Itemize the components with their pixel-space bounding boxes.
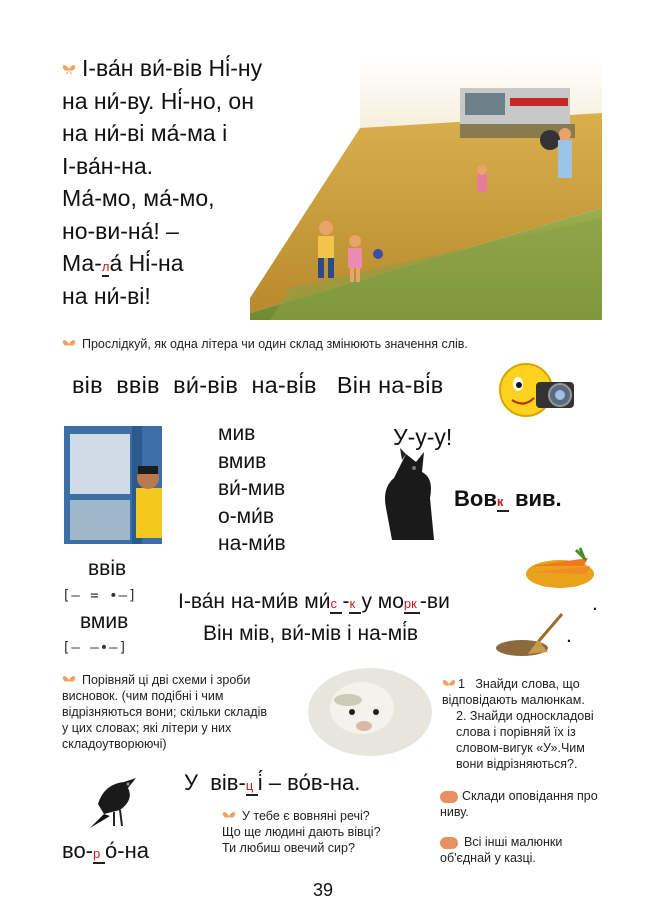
- word-vmyv: вмив: [218, 449, 267, 473]
- poem-line-8: на ни́-ві!: [62, 282, 151, 309]
- compare-task: Порівняй ці дві схеми і зроби висновок. (чим подібні і чим відрізняються вони; скільки складів у цих словах; які літери у них складоутворюючі): [62, 673, 267, 751]
- missing-letter-blank: л: [102, 252, 110, 277]
- poem-line-5: Ма́-мо, ма́-мо,: [62, 185, 215, 211]
- syllable-scheme-1: [– = •–]: [62, 588, 138, 604]
- broom-picture: [492, 612, 568, 656]
- sheep-questions: [222, 808, 381, 856]
- question-1: У тебе є вовняні речі?: [222, 808, 381, 824]
- butterfly-icon: [62, 64, 76, 75]
- butterfly-icon: [222, 811, 236, 822]
- missing-letter-blank: рк: [404, 591, 420, 614]
- butterfly-icon: [62, 339, 76, 350]
- instruction-observe: Прослідкуй, як одна літера чи один склад змінюють значення слів.: [62, 336, 468, 352]
- sentence-carrots-end: .: [592, 592, 598, 615]
- scheme-word-2: вмив: [80, 610, 129, 633]
- wolf-phrase: Вовк вив.: [454, 486, 562, 511]
- sentence-swept-end: .: [566, 624, 572, 647]
- question-2: Що ще людині дають вівці?: [222, 825, 381, 839]
- task-compare-words: 2. Знайди односкладові слова і порівняй їх із словом-вигук «У».Чим вони відрізняються?.: [456, 709, 594, 771]
- howl-text: У-у-у!: [393, 424, 453, 450]
- wolf-picture: [372, 448, 444, 540]
- question-3: Ти любиш овечий сир?: [222, 841, 355, 855]
- page-number: 39: [313, 880, 334, 900]
- poem-line-2: на ни́-ву. Ні́-но, он: [62, 87, 254, 114]
- carrots-bowl-picture: [524, 544, 596, 590]
- field-illustration: [250, 58, 602, 320]
- missing-letter-blank: р: [93, 840, 105, 864]
- word-myv: мив: [218, 422, 256, 445]
- syllable-scheme-2: [– –•–]: [62, 640, 129, 656]
- missing-letter-blank: к: [497, 488, 509, 512]
- poem-line-7: Ма-ла́ Ні́-на: [62, 250, 184, 276]
- missing-letter-blank: с: [330, 591, 342, 614]
- poem-line-1: І-ва́н ви́-вів Ні́-ну: [62, 52, 262, 85]
- word-row: вів ввів ви́-вів на-ві́в Він на-ві́в: [72, 372, 444, 398]
- sheep-picture: [300, 662, 434, 762]
- word-column: [218, 420, 286, 558]
- sentence-carrots: І-ва́н на-ми́в ми́с -к у морк -ви: [178, 590, 450, 613]
- poem: [62, 52, 262, 312]
- sentence-swept: Він мів, ви́-мів і на-мі́в: [203, 622, 419, 645]
- missing-letter-blank: ц: [246, 772, 258, 796]
- poem-line-6: но-ви-на́! –: [62, 217, 179, 244]
- word-vy-myv: ви́-мив: [218, 477, 286, 500]
- sheep-phrase: У вів-ц і́ – во́в-на.: [184, 770, 361, 795]
- task-find-words: 1 Знайди слова, що відповідають малюнкам.: [442, 677, 585, 707]
- poem-line-4: І-ва́н-на.: [62, 152, 154, 179]
- word-o-myv: о-ми́в: [218, 504, 274, 528]
- children-icon: [440, 837, 458, 849]
- children-icon: [440, 791, 458, 803]
- task-tell-story: Склади оповідання про ниву.: [440, 789, 598, 819]
- smiley-camera-icon: [494, 362, 584, 418]
- task-fairy-tale: Всі інші малюнки об'єднай у казці.: [440, 835, 563, 865]
- crow-word: во-р о́-на: [62, 838, 149, 863]
- poem-line-3: на ни́-ві ма́-ма і: [62, 120, 228, 146]
- boy-in-bus-picture: [64, 426, 162, 544]
- scheme-word-1: ввів: [88, 557, 127, 580]
- word-na-myv: на-ми́в: [218, 532, 286, 555]
- crow-picture: [84, 770, 150, 832]
- butterfly-icon: [442, 679, 456, 690]
- butterfly-icon: [62, 675, 76, 686]
- missing-letter-blank: к: [349, 591, 361, 614]
